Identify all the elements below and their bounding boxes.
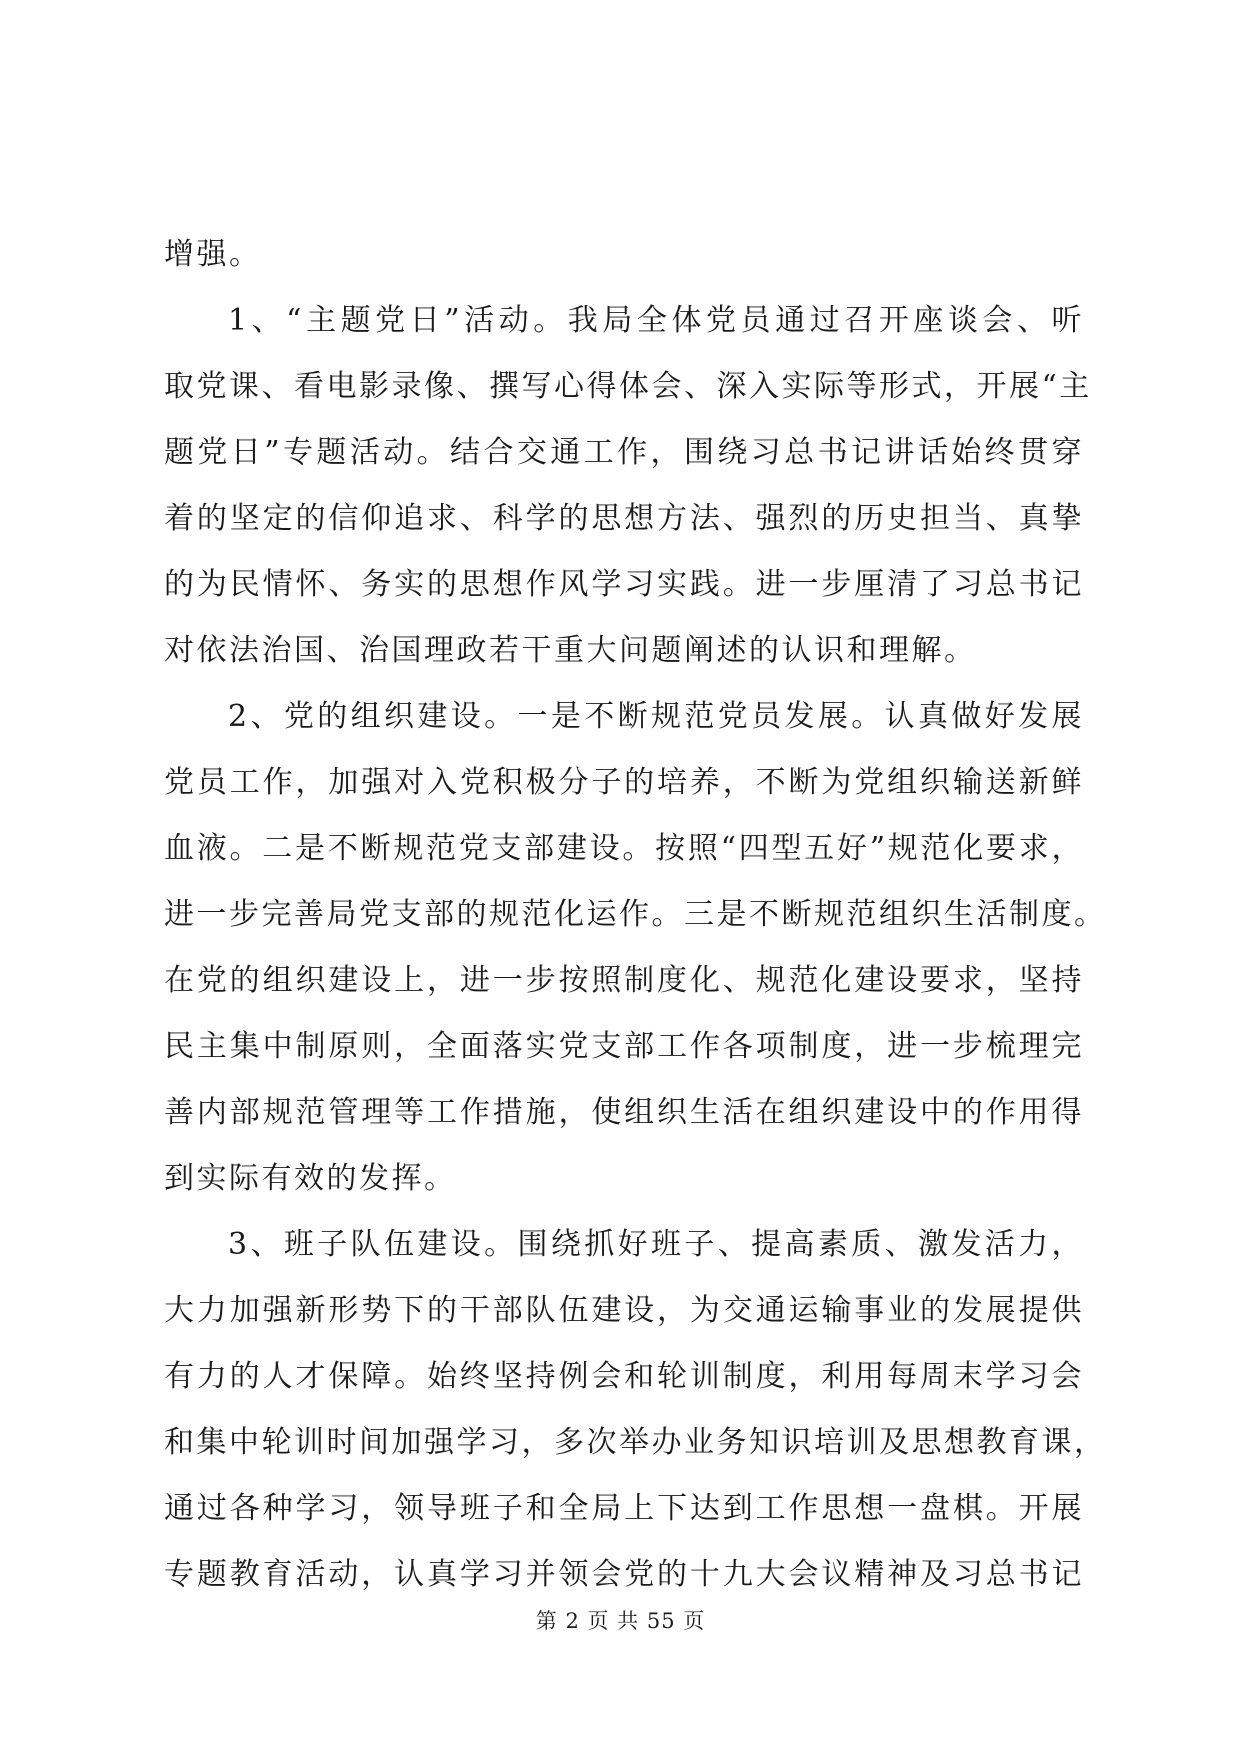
page-number-footer: 第 2 页 共 55 页 [535, 1609, 706, 1633]
text-line: 增强。 [164, 237, 262, 272]
text-line: 党员工作，加强对入党积极分子的培养，不断为党组织输送新鲜 [164, 765, 1084, 800]
text-line: 通过各种学习，领导班子和全局上下达到工作思想一盘棋。开展 [164, 1491, 1084, 1526]
text-line: 和集中轮训时间加强学习，多次举办业务知识培训及思想教育课， [164, 1425, 1107, 1460]
text-line: 专题教育活动，认真学习并领会党的十九大会议精神及习总书记 [164, 1557, 1084, 1592]
text-line: 对依法治国、治国理政若干重大问题阐述的认识和理解。 [164, 633, 977, 668]
text-line: 民主集中制原则，全面落实党支部工作各项制度，进一步梳理完 [164, 1029, 1084, 1064]
text-line: 有力的人才保障。始终坚持例会和轮训制度，利用每周末学习会 [164, 1359, 1084, 1394]
text-line: 善内部规范管理等工作措施，使组织生活在组织建设中的作用得 [164, 1095, 1084, 1130]
document-body [164, 222, 1107, 1608]
text-line: 血液。二是不断规范党支部建设。按照“四型五好”规范化要求， [164, 831, 1084, 866]
text-line: 着的坚定的信仰追求、科学的思想方法、强烈的历史担当、真挚 [164, 501, 1084, 536]
text-line: 题党日”专题活动。结合交通工作，围绕习总书记讲话始终贯穿 [164, 435, 1084, 470]
text-line: 在党的组织建设上，进一步按照制度化、规范化建设要求，坚持 [164, 963, 1084, 998]
text-line: 3、班子队伍建设。围绕抓好班子、提高素质、激发活力， [228, 1227, 1084, 1262]
text-line: 大力加强新形势下的干部队伍建设，为交通运输事业的发展提供 [164, 1293, 1084, 1328]
text-line: 的为民情怀、务实的思想作风学习实践。进一步厘清了习总书记 [164, 567, 1084, 602]
text-line: 到实际有效的发挥。 [164, 1161, 457, 1196]
text-line: 进一步完善局党支部的规范化运作。三是不断规范组织生活制度。 [164, 897, 1107, 932]
text-line: 2、党的组织建设。一是不断规范党员发展。认真做好发展 [228, 699, 1084, 734]
text-line: 取党课、看电影录像、撰写心得体会、深入实际等形式，开展“主 [164, 369, 1092, 404]
text-line: 1、“主题党日”活动。我局全体党员通过召开座谈会、听 [228, 303, 1084, 338]
